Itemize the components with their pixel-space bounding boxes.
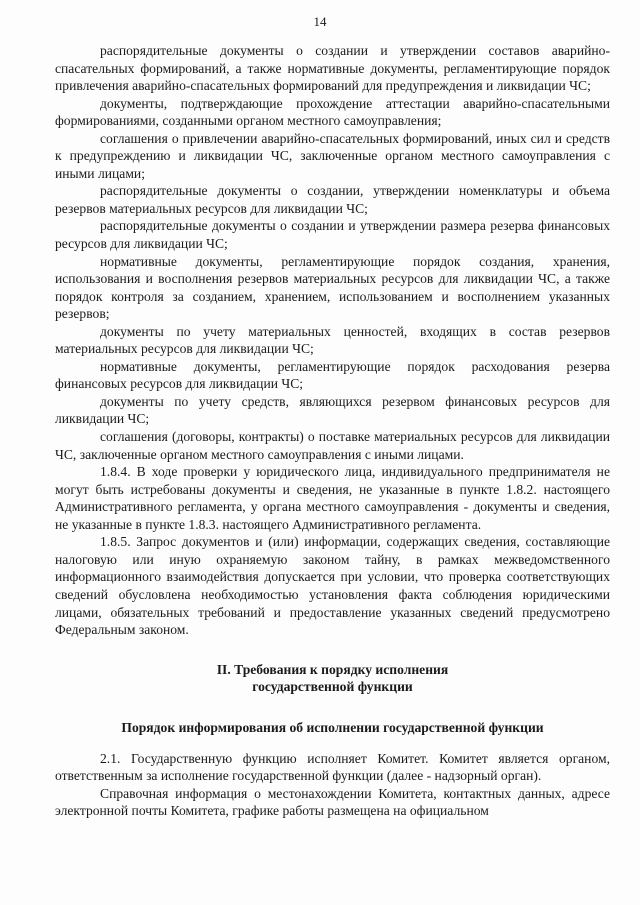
- paragraph: распорядительные документы о создании и утверждении размера резерва финансовых ресурсов для ликвидации ЧС;: [55, 218, 610, 252]
- subheading: Порядок информирования об исполнении государственной функции: [121, 719, 544, 735]
- paragraph: 1.8.5. Запрос документов и (или) информации, содержащих сведения, составляющие налоговую или иную охраняемую законом тайну, в рамках межведомственного информационного взаимодействия допускается при условии, что проверка соответствующих сведений обусловлена необходимостью установления факта соблюдения юридическими лицами, обязательных требований и предоставление указанных сведений предусмотрено Федеральным законом.: [55, 534, 610, 638]
- paragraph: распорядительные документы о создании, утверждении номенклатуры и объема резервов материальных ресурсов для ликвидации ЧС;: [55, 183, 610, 216]
- paragraph: документы по учету средств, являющихся резервом финансовых ресурсов для ликвидации ЧС;: [55, 393, 610, 427]
- paragraph: соглашения о привлечении аварийно-спасательных формирований, иных сил и средств к предупреждению и ликвидации ЧС, заключенные органом местного самоуправления с иными лицами;: [55, 130, 610, 181]
- page-number: 14: [313, 14, 327, 29]
- paragraph: распорядительные документы о создании и утверждении составов аварийно-спасательных формирований, а также нормативные документы, регламентирующие порядок привлечения аварийно-спасательных формирований для предупреждения и ликвидации ЧС;: [55, 43, 610, 94]
- paragraph: документы по учету материальных ценностей, входящих в состав резервов материальных ресурсов для ликвидации ЧС;: [55, 323, 610, 357]
- paragraph: Справочная информация о местонахождении Комитета, контактных данных, адресе электронной почты Комитета, графике работы размещена на официальном: [55, 785, 610, 819]
- paragraph: 1.8.4. В ходе проверки у юридического лица, индивидуального предпринимателя не могут быть истребованы документы и сведения, не указанные в пункте 1.8.2. настоящего Административного регламента, у органа местного самоуправления - документы и сведения, не указанные в пункте 1.8.3. настоящего Административного регламента.: [55, 464, 610, 532]
- paragraph: нормативные документы, регламентирующие порядок создания, хранения, использования и восполнения резервов материальных ресурсов для ликвидации ЧС, а также порядок контроля за созданием, хранением, использованием и восполнением указанных резервов;: [55, 253, 610, 322]
- paragraph: соглашения (договоры, контракты) о поставке материальных ресурсов для ликвидации ЧС, заключенные органом местного самоуправления с иными лицами.: [55, 429, 610, 462]
- paragraph: документы, подтверждающие прохождение аттестации аварийно-спасательными формированиями, созданными органом местного самоуправления;: [55, 95, 610, 129]
- section-heading-line: II. Требования к порядку исполнения: [216, 661, 449, 677]
- paragraph: 2.1. Государственную функцию исполняет Комитет. Комитет является органом, ответственным за исполнение государственной функции (далее - надзорный орган).: [55, 750, 610, 784]
- section-heading: [55, 661, 610, 695]
- section-heading-line: государственной функции: [252, 678, 413, 694]
- paragraph: нормативные документы, регламентирующие порядок расходования резерва финансовых ресурсов для ликвидации ЧС;: [55, 358, 610, 392]
- document-body: [55, 42, 610, 820]
